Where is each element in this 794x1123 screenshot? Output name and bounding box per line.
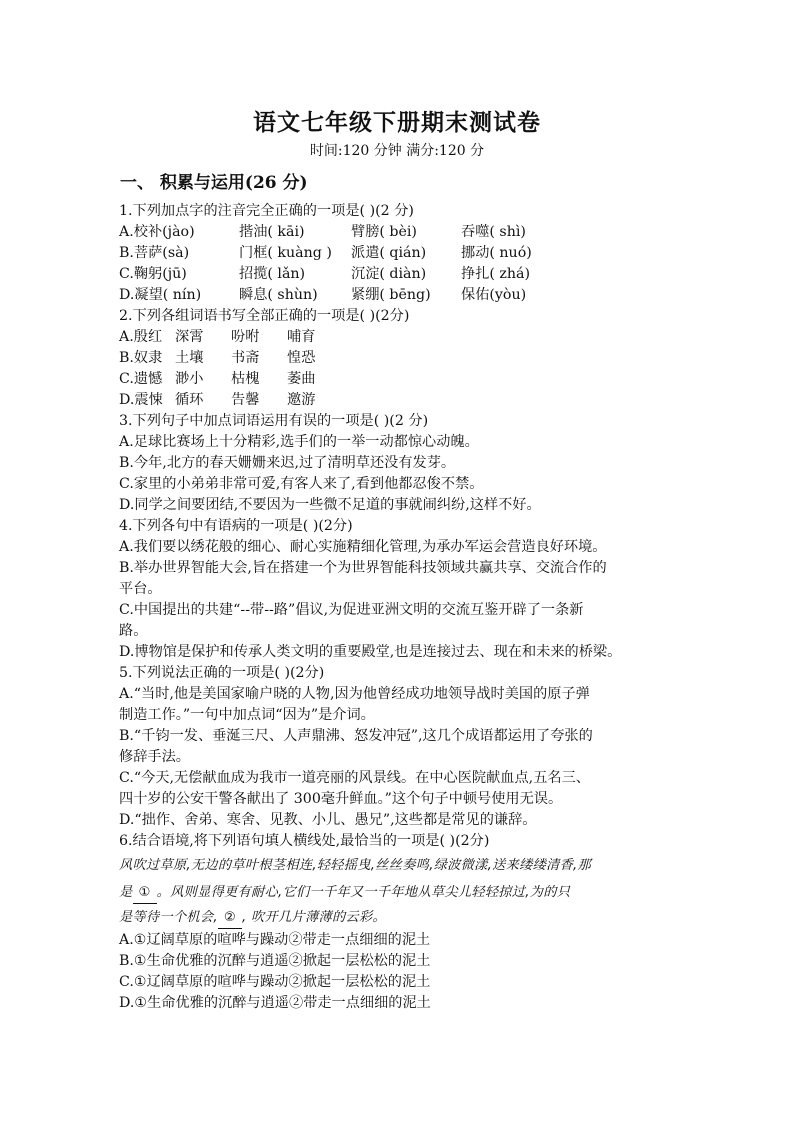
question-4-line: 平台。: [119, 581, 162, 597]
question-3-option-b: B.今年,北方的春天姗姗来迟,过了清明草还没有发芽。: [119, 455, 456, 471]
question-4-line: D.博物馆是保护和传承人类文明的重要殿堂,也是连接过去、现在和未来的桥梁。: [119, 644, 622, 660]
question-1-option-b: [119, 243, 699, 263]
option-term: 派遣( qián): [351, 245, 427, 261]
question-6-passage-line: [119, 908, 709, 929]
option-term: 告馨: [231, 392, 260, 408]
option-term: C.遗憾: [119, 371, 163, 387]
question-6-option-c: C.①辽阔草原的喧哗与躁动②掀起一层松松的泥土: [119, 974, 431, 990]
question-1-option-c: [119, 264, 699, 284]
section-heading: 一、 积累与运用(26 分): [120, 173, 308, 193]
exam-time-score: 时间:120 分钟 满分:120 分: [309, 143, 485, 159]
option-term: 邀游: [287, 392, 316, 408]
option-term: 哺育: [287, 329, 316, 345]
question-1-option-d: [119, 285, 699, 305]
option-term: 招揽( lǎn): [239, 266, 306, 282]
option-term: B.奴隶: [119, 350, 163, 366]
question-3-stem: 3.下列句子中加点词语运用有误的一项是( )(2 分): [119, 413, 429, 429]
option-term: 挪动( nuó): [461, 245, 532, 261]
fill-blank-2: ②: [218, 908, 242, 929]
question-4-line: B.举办世界智能大会,旨在搭建一个为世界智能科技领域共赢共享、交流合作的: [119, 560, 607, 576]
passage-text: 是: [119, 885, 133, 900]
option-term: D.凝望( nín): [119, 287, 202, 303]
question-5-line: 制造工作。”一句中加点词“因为”是介词。: [119, 707, 375, 723]
option-term: 挣扎( zhá): [461, 266, 531, 282]
question-6-option-a: A.①辽阔草原的喧哗与躁动②带走一点细细的泥土: [119, 932, 431, 948]
fill-blank-1: ①: [133, 883, 157, 904]
option-term: 沉淀( diàn): [351, 266, 427, 282]
passage-text: 。风则显得更有耐心,它们一千年又一千年地从草尖儿轻轻掠过,为的只: [156, 885, 571, 900]
page-title: 语文七年级下册期末测试卷: [253, 109, 541, 136]
question-3-option-c: C.家里的小弟弟非常可爱,有客人来了,看到他都忍俊不禁。: [119, 476, 484, 492]
option-term: 土壤: [175, 350, 204, 366]
question-4-line: C.中国提出的共建“--带--路”倡议,为促进亚洲文明的交流互鉴开辟了一条新: [119, 602, 584, 618]
question-3-option-a: A.足球比赛场上十分精彩,选手们的一举一动都惊心动魄。: [119, 434, 479, 450]
question-6-stem: 6.结合语境,将下列语句填人横线处,最恰当的一项是( )(2分): [119, 833, 490, 849]
option-term: 枯槐: [231, 371, 260, 387]
passage-text: 是等待一个机会,: [119, 910, 218, 925]
option-term: 书斋: [231, 350, 260, 366]
question-5-line: A.“当时,他是美国家喻户晓的人物,因为他曾经成功地领导战时美国的原子弹: [119, 686, 590, 702]
question-5-stem: 5.下列说法正确的一项是( )(2分): [119, 665, 325, 681]
option-term: 萎曲: [287, 371, 316, 387]
question-4-line: A.我们要以绣花般的细心、耐心实施精细化管理,为承办军运会营造良好环境。: [119, 539, 607, 555]
option-term: 惶恐: [287, 350, 316, 366]
option-term: A.校补(jào): [119, 224, 195, 240]
option-term: 瞬息( shùn): [239, 287, 318, 303]
option-term: D.震悚: [119, 392, 163, 408]
option-term: 深霄: [175, 329, 204, 345]
question-2-option-a: [119, 327, 699, 347]
question-5-line: C.“今天,无偿献血成为我市一道亮丽的风景线。在中心医院献血点,五名三、: [119, 770, 590, 786]
option-term: 揩油( kāi): [239, 224, 305, 240]
option-term: 门框( kuàng ): [239, 245, 332, 261]
option-term: 紧绷( bēng): [351, 287, 431, 303]
question-3-option-d: D.同学之间要团结,不要因为一些微不足道的事就闹纠纷,这样不好。: [119, 497, 541, 513]
passage-text: , 吹开几片薄薄的云彩。: [242, 910, 386, 925]
question-4-stem: 4.下列各句中有语病的一项是( )(2分): [119, 518, 353, 534]
question-5-line: 修辞手法。: [119, 749, 190, 765]
question-1-stem: 1.下列加点字的注音完全正确的一项是( )(2 分): [119, 203, 414, 219]
option-term: 吞噬( shì): [461, 224, 526, 240]
question-6-passage-line: 风吹过草原,无边的草叶根茎相连,轻轻摇曳,丝丝奏鸣,绿波微漾,送来缕缕清香,那: [119, 858, 592, 873]
option-term: 臂膀( bèi): [351, 224, 417, 240]
option-term: 循环: [175, 392, 204, 408]
question-5-line: 四十岁的公安干警各献出了 300毫升鲜血。”这个句子中顿号使用无误。: [119, 791, 563, 807]
question-5-line: D.“拙作、舍弟、寒舍、见教、小儿、愚兄”,这些都是常见的谦辞。: [119, 812, 537, 828]
question-4-line: 路。: [119, 623, 148, 639]
option-term: 吩咐: [231, 329, 260, 345]
question-6-passage-line: [119, 883, 709, 904]
question-2-option-c: [119, 369, 699, 389]
question-2-option-d: [119, 390, 699, 410]
option-term: C.鞠躬(jū): [119, 266, 187, 282]
question-1-option-a: [119, 222, 699, 242]
question-6-option-d: D.①生命优雅的沉醉与逍遥②带走一点细细的泥土: [119, 995, 431, 1011]
option-term: 保佑(yòu): [461, 287, 527, 303]
question-2-option-b: [119, 348, 699, 368]
option-term: 渺小: [175, 371, 204, 387]
option-term: A.殷红: [119, 329, 163, 345]
question-6-option-b: B.①生命优雅的沉醉与逍遥②掀起一层松松的泥土: [119, 953, 431, 969]
question-2-stem: 2.下列各组词语书写全部正确的一项是( )(2分): [119, 308, 410, 324]
question-5-line: B.“千钧一发、垂涎三尺、人声鼎沸、怒发冲冠”,这几个成语都运用了夸张的: [119, 728, 593, 744]
option-term: B.菩萨(sà): [119, 245, 190, 261]
